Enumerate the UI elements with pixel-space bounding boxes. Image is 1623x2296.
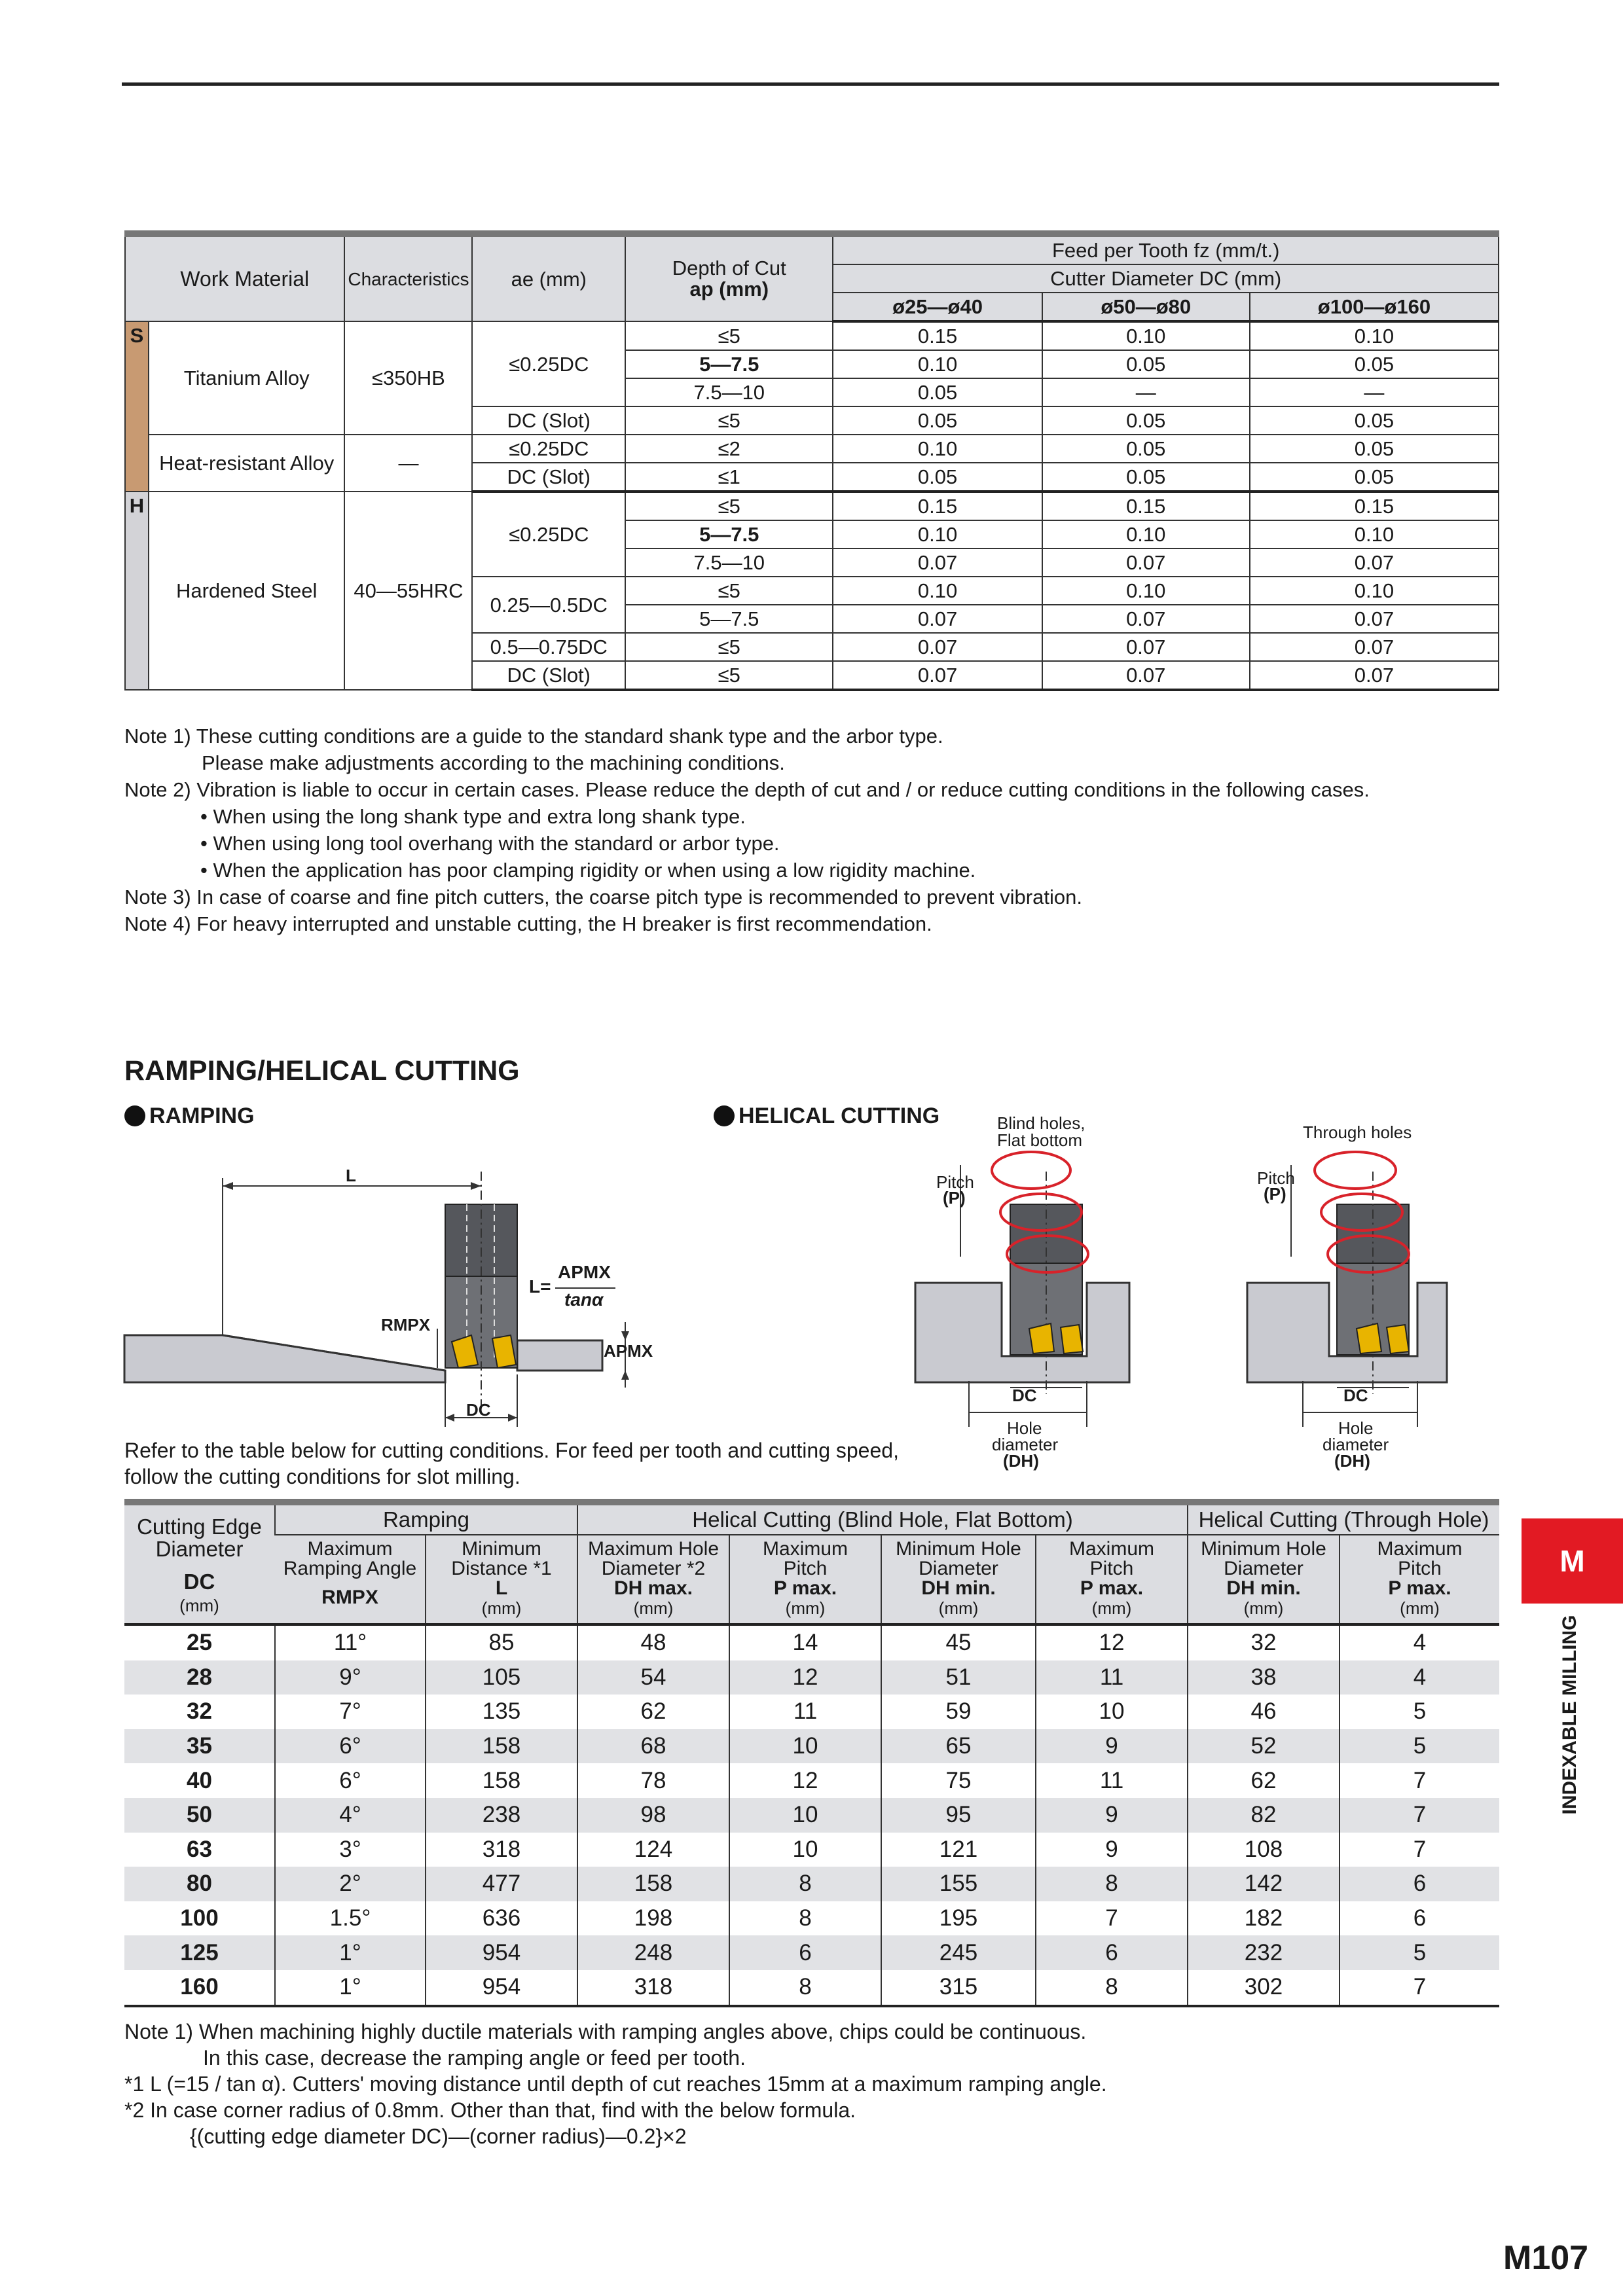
value-cell: 142 bbox=[1188, 1867, 1340, 1901]
value-cell: 9° bbox=[275, 1660, 426, 1695]
value-cell: 954 bbox=[426, 1935, 577, 1970]
value-cell: 318 bbox=[577, 1970, 729, 2006]
ap-cell: 5—7.5 bbox=[625, 520, 833, 548]
value-cell: 7 bbox=[1340, 1763, 1499, 1798]
header-cutter: Cutter Diameter DC (mm) bbox=[833, 264, 1499, 293]
ap-cell: 5—7.5 bbox=[625, 350, 833, 378]
value-cell: 636 bbox=[426, 1901, 577, 1936]
ap-cell: ≤1 bbox=[625, 463, 833, 492]
note-line: • When the application has poor clamping rigidity or when using a low rigidity machine. bbox=[200, 859, 976, 882]
value-cell: 12 bbox=[729, 1763, 881, 1798]
value-cell: 38 bbox=[1188, 1660, 1340, 1695]
bnote-line: *1 L (=15 / tan α). Cutters' moving distance until depth of cut reaches 15mm at a maximum ramping angle. bbox=[124, 2072, 1107, 2096]
value-cell: 10 bbox=[729, 1798, 881, 1833]
value-cell: 245 bbox=[881, 1935, 1036, 1970]
value-cell: 7 bbox=[1340, 1798, 1499, 1833]
through-hole-label: Hole bbox=[1338, 1418, 1374, 1438]
feed-cell: 0.07 bbox=[1250, 548, 1499, 577]
value-cell: 82 bbox=[1188, 1798, 1340, 1833]
ae-cell: DC (Slot) bbox=[472, 661, 625, 690]
col-l1: Minimum bbox=[462, 1538, 541, 1560]
col-l3: P max. bbox=[773, 1577, 837, 1599]
ap-cell: ≤5 bbox=[625, 406, 833, 435]
value-cell: 121 bbox=[881, 1833, 1036, 1867]
value-cell: 78 bbox=[577, 1763, 729, 1798]
page-number: M107 bbox=[1503, 2239, 1589, 2277]
bnote-line: In this case, decrease the ramping angle or feed per tooth. bbox=[203, 2046, 746, 2070]
table-row bbox=[124, 1798, 1499, 1833]
section-tab-m[interactable]: M bbox=[1522, 1518, 1623, 1604]
feed-cell: 0.10 bbox=[833, 350, 1042, 378]
value-cell: 6° bbox=[275, 1729, 426, 1764]
value-cell: 54 bbox=[577, 1660, 729, 1695]
material-titanium: Titanium Alloy bbox=[149, 321, 345, 435]
value-cell: 3° bbox=[275, 1833, 426, 1867]
value-cell: 158 bbox=[426, 1763, 577, 1798]
note-line: Note 1) These cutting conditions are a guide to the standard shank type and the arbor type. bbox=[124, 725, 943, 747]
note-line: • When using the long shank type and extra long shank type. bbox=[200, 805, 746, 828]
blind-label-1: Blind holes, bbox=[997, 1113, 1085, 1133]
value-cell: 10 bbox=[729, 1833, 881, 1867]
value-cell: 124 bbox=[577, 1833, 729, 1867]
col-min-distance bbox=[426, 1535, 577, 1624]
value-cell: 7 bbox=[1340, 1970, 1499, 2006]
section-title: RAMPING/HELICAL CUTTING bbox=[124, 1055, 520, 1086]
value-cell: 62 bbox=[1188, 1763, 1340, 1798]
feed-cell: 0.15 bbox=[1042, 492, 1250, 520]
feed-cell: 0.05 bbox=[1042, 406, 1250, 435]
ae-cell: ≤0.25DC bbox=[472, 321, 625, 406]
header-cutting-edge bbox=[124, 1502, 275, 1624]
feed-cell: 0.05 bbox=[1250, 406, 1499, 435]
value-cell: 68 bbox=[577, 1729, 729, 1764]
feed-cell: 0.05 bbox=[1042, 463, 1250, 492]
value-cell: 6 bbox=[729, 1935, 881, 1970]
value-cell: 14 bbox=[729, 1624, 881, 1660]
material-hardened-steel: Hardened Steel bbox=[149, 492, 345, 690]
group-through-hole: Helical Cutting (Through Hole) bbox=[1188, 1502, 1499, 1535]
col-max-ramping-angle bbox=[275, 1535, 426, 1624]
dc-cell: 50 bbox=[124, 1798, 275, 1833]
ae-cell: DC (Slot) bbox=[472, 406, 625, 435]
table-row bbox=[124, 1970, 1499, 2006]
value-cell: 1° bbox=[275, 1935, 426, 1970]
value-cell: 155 bbox=[881, 1867, 1036, 1901]
col-l3: L bbox=[495, 1577, 508, 1599]
value-cell: 7 bbox=[1340, 1833, 1499, 1867]
value-cell: 954 bbox=[426, 1970, 577, 2006]
side-label: INDEXABLE MILLING bbox=[1559, 1615, 1580, 1815]
ae-cell: DC (Slot) bbox=[472, 463, 625, 492]
feed-cell: 0.05 bbox=[1042, 350, 1250, 378]
through-dh-label: (DH) bbox=[1334, 1451, 1370, 1471]
value-cell: 238 bbox=[426, 1798, 577, 1833]
feed-cell: — bbox=[1042, 378, 1250, 406]
value-cell: 302 bbox=[1188, 1970, 1340, 2006]
feed-cell: 0.10 bbox=[833, 435, 1042, 463]
pitch-label-through: Pitch bbox=[1257, 1168, 1295, 1188]
feed-cell: 0.07 bbox=[1250, 633, 1499, 661]
value-cell: 7° bbox=[275, 1695, 426, 1729]
col-l2: Diameter bbox=[1224, 1558, 1304, 1579]
value-cell: 195 bbox=[881, 1901, 1036, 1936]
header-ae: ae (mm) bbox=[472, 234, 625, 321]
col-unit: (mm) bbox=[1091, 1598, 1132, 1618]
col-l3: RMPX bbox=[321, 1587, 378, 1608]
col-l1: Maximum bbox=[1377, 1538, 1463, 1560]
ramp-rmpx-label: RMPX bbox=[381, 1315, 431, 1335]
dc-cell: 125 bbox=[124, 1935, 275, 1970]
feed-cell: 0.10 bbox=[1250, 520, 1499, 548]
value-cell: 65 bbox=[881, 1729, 1036, 1764]
col-l3: DH min. bbox=[921, 1577, 996, 1599]
blind-hole-label: Hole bbox=[1007, 1418, 1042, 1438]
note-line: Note 4) For heavy interrupted and unstable cutting, the H breaker is first recommendation. bbox=[124, 912, 932, 935]
table-row bbox=[124, 1833, 1499, 1867]
feed-cell: 0.07 bbox=[833, 661, 1042, 690]
col-l1: Maximum Hole bbox=[587, 1538, 720, 1560]
feed-cell: 0.05 bbox=[1042, 435, 1250, 463]
value-cell: 10 bbox=[729, 1729, 881, 1764]
value-cell: 11° bbox=[275, 1624, 426, 1660]
pitch-p-blind: (P) bbox=[943, 1188, 966, 1208]
feed-cell: 0.15 bbox=[833, 492, 1042, 520]
value-cell: 8 bbox=[729, 1970, 881, 2006]
value-cell: 85 bbox=[426, 1624, 577, 1660]
ramp-apmx-label: APMX bbox=[604, 1341, 653, 1361]
bottom-notes bbox=[124, 2018, 1499, 2149]
feed-cell: 0.07 bbox=[1250, 661, 1499, 690]
ae-cell: ≤0.25DC bbox=[472, 435, 625, 463]
feed-cell: — bbox=[1250, 378, 1499, 406]
col-l2: Pitch bbox=[1398, 1558, 1442, 1579]
header-dc-unit: (mm) bbox=[179, 1596, 219, 1615]
through-dc-label: DC bbox=[1343, 1386, 1368, 1405]
col-max-pitch-blind-2 bbox=[1036, 1535, 1188, 1624]
value-cell: 46 bbox=[1188, 1695, 1340, 1729]
col-unit: (mm) bbox=[938, 1598, 979, 1618]
pitch-label-blind: Pitch bbox=[936, 1172, 974, 1192]
col-min-hole-diameter-through bbox=[1188, 1535, 1340, 1624]
value-cell: 6 bbox=[1340, 1867, 1499, 1901]
table-row bbox=[124, 1695, 1499, 1729]
refer-line: follow the cutting conditions for slot milling. bbox=[124, 1465, 520, 1488]
ramping-helical-table bbox=[124, 1499, 1499, 2007]
table-row bbox=[124, 1729, 1499, 1764]
feed-cell: 0.07 bbox=[1042, 605, 1250, 633]
value-cell: 10 bbox=[1036, 1695, 1188, 1729]
col-unit: (mm) bbox=[1243, 1598, 1284, 1618]
value-cell: 232 bbox=[1188, 1935, 1340, 1970]
bnote-line: *2 In case corner radius of 0.8mm. Other than that, find with the below formula. bbox=[124, 2098, 856, 2122]
col-l3: P max. bbox=[1388, 1577, 1451, 1599]
feed-cell: 0.10 bbox=[833, 520, 1042, 548]
through-diameter-label: diameter bbox=[1322, 1435, 1389, 1454]
header-ce-l2: Diameter bbox=[155, 1537, 244, 1561]
value-cell: 6 bbox=[1036, 1935, 1188, 1970]
ap-cell: 5—7.5 bbox=[625, 605, 833, 633]
value-cell: 198 bbox=[577, 1901, 729, 1936]
ap-cell: ≤2 bbox=[625, 435, 833, 463]
value-cell: 315 bbox=[881, 1970, 1036, 2006]
value-cell: 5 bbox=[1340, 1695, 1499, 1729]
col-l1: Maximum bbox=[1068, 1538, 1154, 1560]
ap-cell: ≤5 bbox=[625, 492, 833, 520]
ramp-dc-label: DC bbox=[466, 1400, 491, 1420]
value-cell: 45 bbox=[881, 1624, 1036, 1660]
col-unit: (mm) bbox=[633, 1598, 674, 1618]
value-cell: 182 bbox=[1188, 1901, 1340, 1936]
bnote-line: {(cutting edge diameter DC)—(corner radius)—0.2}×2 bbox=[190, 2125, 687, 2148]
value-cell: 4 bbox=[1340, 1624, 1499, 1660]
char-titanium: ≤350HB bbox=[344, 321, 472, 435]
dc-cell: 35 bbox=[124, 1729, 275, 1764]
value-cell: 4° bbox=[275, 1798, 426, 1833]
col-l3: DH min. bbox=[1226, 1577, 1301, 1599]
header-d1: ø25—ø40 bbox=[833, 293, 1042, 321]
feed-cell: 0.05 bbox=[1250, 463, 1499, 492]
feed-cell: 0.07 bbox=[1042, 548, 1250, 577]
value-cell: 158 bbox=[426, 1729, 577, 1764]
value-cell: 1° bbox=[275, 1970, 426, 2006]
feed-cell: 0.05 bbox=[1250, 350, 1499, 378]
dc-cell: 63 bbox=[187, 1836, 212, 1862]
dc-cell: 160 bbox=[124, 1970, 275, 2006]
value-cell: 52 bbox=[1188, 1729, 1340, 1764]
value-cell: 98 bbox=[577, 1798, 729, 1833]
feed-cell: 0.05 bbox=[1250, 435, 1499, 463]
note-line: Note 3) In case of coarse and fine pitch cutters, the coarse pitch type is recommended to prevent vibration. bbox=[124, 886, 1082, 908]
table-row bbox=[124, 1935, 1499, 1970]
col-unit: (mm) bbox=[481, 1598, 522, 1618]
col-l2: Diameter bbox=[919, 1558, 998, 1579]
header-dc: DC bbox=[183, 1570, 215, 1594]
value-cell: 75 bbox=[881, 1763, 1036, 1798]
refer-text bbox=[124, 1437, 899, 1490]
feed-cell: 0.05 bbox=[833, 378, 1042, 406]
feed-cell: 0.10 bbox=[833, 577, 1042, 605]
table-row bbox=[124, 1660, 1499, 1695]
header-feed: Feed per Tooth fz (mm/t.) bbox=[833, 234, 1499, 264]
col-min-hole-diameter-blind bbox=[881, 1535, 1036, 1624]
feed-cell: 0.07 bbox=[833, 633, 1042, 661]
feed-cell: 0.07 bbox=[1042, 661, 1250, 690]
feed-cell: 0.10 bbox=[1042, 520, 1250, 548]
dc-cell: 32 bbox=[187, 1698, 212, 1725]
col-l1: Minimum Hole bbox=[1201, 1538, 1326, 1560]
dc-cell: 40 bbox=[187, 1767, 212, 1793]
value-cell: 59 bbox=[881, 1695, 1036, 1729]
feed-cell: 0.07 bbox=[833, 605, 1042, 633]
through-label: Through holes bbox=[1303, 1122, 1412, 1142]
table-row bbox=[124, 1624, 1499, 1660]
ap-cell: 7.5—10 bbox=[625, 548, 833, 577]
formula-denominator: tanα bbox=[564, 1289, 604, 1310]
value-cell: 8 bbox=[729, 1867, 881, 1901]
value-cell: 105 bbox=[426, 1660, 577, 1695]
value-cell: 9 bbox=[1036, 1798, 1188, 1833]
header-characteristics: Characteristics bbox=[344, 234, 472, 321]
value-cell: 248 bbox=[577, 1935, 729, 1970]
dc-cell: 28 bbox=[124, 1660, 275, 1695]
table-row bbox=[124, 1901, 1499, 1936]
value-cell: 1.5° bbox=[275, 1901, 426, 1936]
blind-dh-label: (DH) bbox=[1003, 1451, 1039, 1471]
blind-label-2: Flat bottom bbox=[997, 1130, 1083, 1150]
value-cell: 6 bbox=[1340, 1901, 1499, 1936]
formula-l: L= bbox=[529, 1276, 551, 1297]
blind-diameter-label: diameter bbox=[992, 1435, 1059, 1454]
value-cell: 7 bbox=[1036, 1901, 1188, 1936]
col-max-pitch-blind bbox=[729, 1535, 881, 1624]
ae-cell: 0.25—0.5DC bbox=[472, 577, 625, 633]
value-cell: 11 bbox=[729, 1695, 881, 1729]
blind-dc-label: DC bbox=[1012, 1386, 1037, 1405]
col-l2: Distance *1 bbox=[451, 1558, 552, 1579]
feed-cell: 0.10 bbox=[1250, 321, 1499, 350]
feed-cell: 0.07 bbox=[1250, 605, 1499, 633]
group-h-marker: H bbox=[125, 492, 149, 690]
value-cell: 8 bbox=[729, 1901, 881, 1936]
dc-cell: 80 bbox=[124, 1867, 275, 1901]
note-line: Please make adjustments according to the machining conditions. bbox=[202, 751, 785, 774]
dc-cell: 100 bbox=[180, 1905, 219, 1931]
pitch-p-through: (P) bbox=[1264, 1184, 1286, 1204]
helical-label: HELICAL CUTTING bbox=[739, 1103, 940, 1128]
col-l2: Pitch bbox=[1089, 1558, 1134, 1579]
feed-cell: 0.07 bbox=[833, 548, 1042, 577]
value-cell: 4 bbox=[1340, 1660, 1499, 1695]
header-d3: ø100—ø160 bbox=[1250, 293, 1499, 321]
group-s-marker: S bbox=[125, 321, 149, 492]
value-cell: 62 bbox=[577, 1695, 729, 1729]
value-cell: 12 bbox=[729, 1660, 881, 1695]
feed-cell: 0.10 bbox=[1042, 321, 1250, 350]
bnote-line: Note 1) When machining highly ductile materials with ramping angles above, chips could be continuous. bbox=[124, 2020, 1087, 2043]
formula-numerator: APMX bbox=[558, 1262, 611, 1282]
col-unit: (mm) bbox=[785, 1598, 826, 1618]
value-cell: 158 bbox=[577, 1867, 729, 1901]
table-row bbox=[124, 1867, 1499, 1901]
col-l3: DH max. bbox=[613, 1577, 693, 1599]
value-cell: 9 bbox=[1036, 1729, 1188, 1764]
col-l1: Maximum bbox=[307, 1538, 393, 1560]
note-line: • When using long tool overhang with the standard or arbor type. bbox=[200, 832, 780, 855]
col-max-hole-diameter bbox=[577, 1535, 729, 1624]
value-cell: 5 bbox=[1340, 1729, 1499, 1764]
char-hardened-steel: 40—55HRC bbox=[344, 492, 472, 690]
group-blind-hole: Helical Cutting (Blind Hole, Flat Bottom) bbox=[577, 1502, 1188, 1535]
value-cell: 8 bbox=[1036, 1970, 1188, 2006]
ap-cell: ≤5 bbox=[625, 633, 833, 661]
value-cell: 48 bbox=[577, 1624, 729, 1660]
value-cell: 108 bbox=[1188, 1833, 1340, 1867]
material-heat-resistant: Heat-resistant Alloy bbox=[149, 435, 345, 492]
header-ce-l1: Cutting Edge bbox=[137, 1515, 262, 1539]
ae-cell: 0.5—0.75DC bbox=[472, 633, 625, 661]
value-cell: 11 bbox=[1036, 1660, 1188, 1695]
feed-cell: 0.05 bbox=[833, 406, 1042, 435]
value-cell: 11 bbox=[1036, 1763, 1188, 1798]
header-depth-l2: ap (mm) bbox=[689, 278, 769, 300]
header-d2: ø50—ø80 bbox=[1042, 293, 1250, 321]
ap-cell: ≤5 bbox=[625, 661, 833, 690]
col-l2: Diameter *2 bbox=[601, 1558, 706, 1579]
col-l1: Maximum bbox=[762, 1538, 848, 1560]
char-heat-resistant: — bbox=[344, 435, 472, 492]
value-cell: 95 bbox=[881, 1798, 1036, 1833]
feed-cell: 0.07 bbox=[1042, 633, 1250, 661]
ap-cell: ≤5 bbox=[625, 577, 833, 605]
ramping-label: RAMPING bbox=[149, 1103, 255, 1128]
header-depth-l1: Depth of Cut bbox=[672, 257, 786, 279]
feed-cell: 0.10 bbox=[1042, 577, 1250, 605]
value-cell: 8 bbox=[1036, 1867, 1188, 1901]
ap-cell: ≤5 bbox=[625, 321, 833, 350]
feed-cell: 0.15 bbox=[1250, 492, 1499, 520]
value-cell: 2° bbox=[275, 1867, 426, 1901]
value-cell: 12 bbox=[1036, 1624, 1188, 1660]
col-l3: P max. bbox=[1080, 1577, 1144, 1599]
group-ramping: Ramping bbox=[275, 1502, 577, 1535]
refer-line: Refer to the table below for cutting conditions. For feed per tooth and cutting speed, bbox=[124, 1439, 899, 1462]
dc-cell: 25 bbox=[187, 1630, 212, 1656]
col-unit: (mm) bbox=[1400, 1598, 1440, 1618]
feed-cell: 0.15 bbox=[833, 321, 1042, 350]
value-cell: 9 bbox=[1036, 1833, 1188, 1867]
col-l1: Minimum Hole bbox=[896, 1538, 1021, 1560]
feed-cell: 0.05 bbox=[833, 463, 1042, 492]
header-work-material: Work Material bbox=[125, 234, 344, 321]
value-cell: 32 bbox=[1188, 1624, 1340, 1660]
value-cell: 51 bbox=[881, 1660, 1036, 1695]
col-max-pitch-through bbox=[1340, 1535, 1499, 1624]
value-cell: 6° bbox=[275, 1763, 426, 1798]
value-cell: 318 bbox=[426, 1833, 577, 1867]
value-cell: 477 bbox=[426, 1867, 577, 1901]
note-line: Note 2) Vibration is liable to occur in certain cases. Please reduce the depth of cut and / or reduce cutting conditions in the following cases. bbox=[124, 778, 1370, 801]
feed-cell: 0.10 bbox=[1250, 577, 1499, 605]
ap-cell: 7.5—10 bbox=[625, 378, 833, 406]
ramp-l-label: L bbox=[346, 1166, 356, 1185]
ae-cell: ≤0.25DC bbox=[472, 492, 625, 577]
table-row bbox=[124, 1763, 1499, 1798]
value-cell: 135 bbox=[426, 1695, 577, 1729]
col-l2: Ramping Angle bbox=[283, 1558, 417, 1579]
col-l2: Pitch bbox=[783, 1558, 828, 1579]
value-cell: 5 bbox=[1340, 1935, 1499, 1970]
